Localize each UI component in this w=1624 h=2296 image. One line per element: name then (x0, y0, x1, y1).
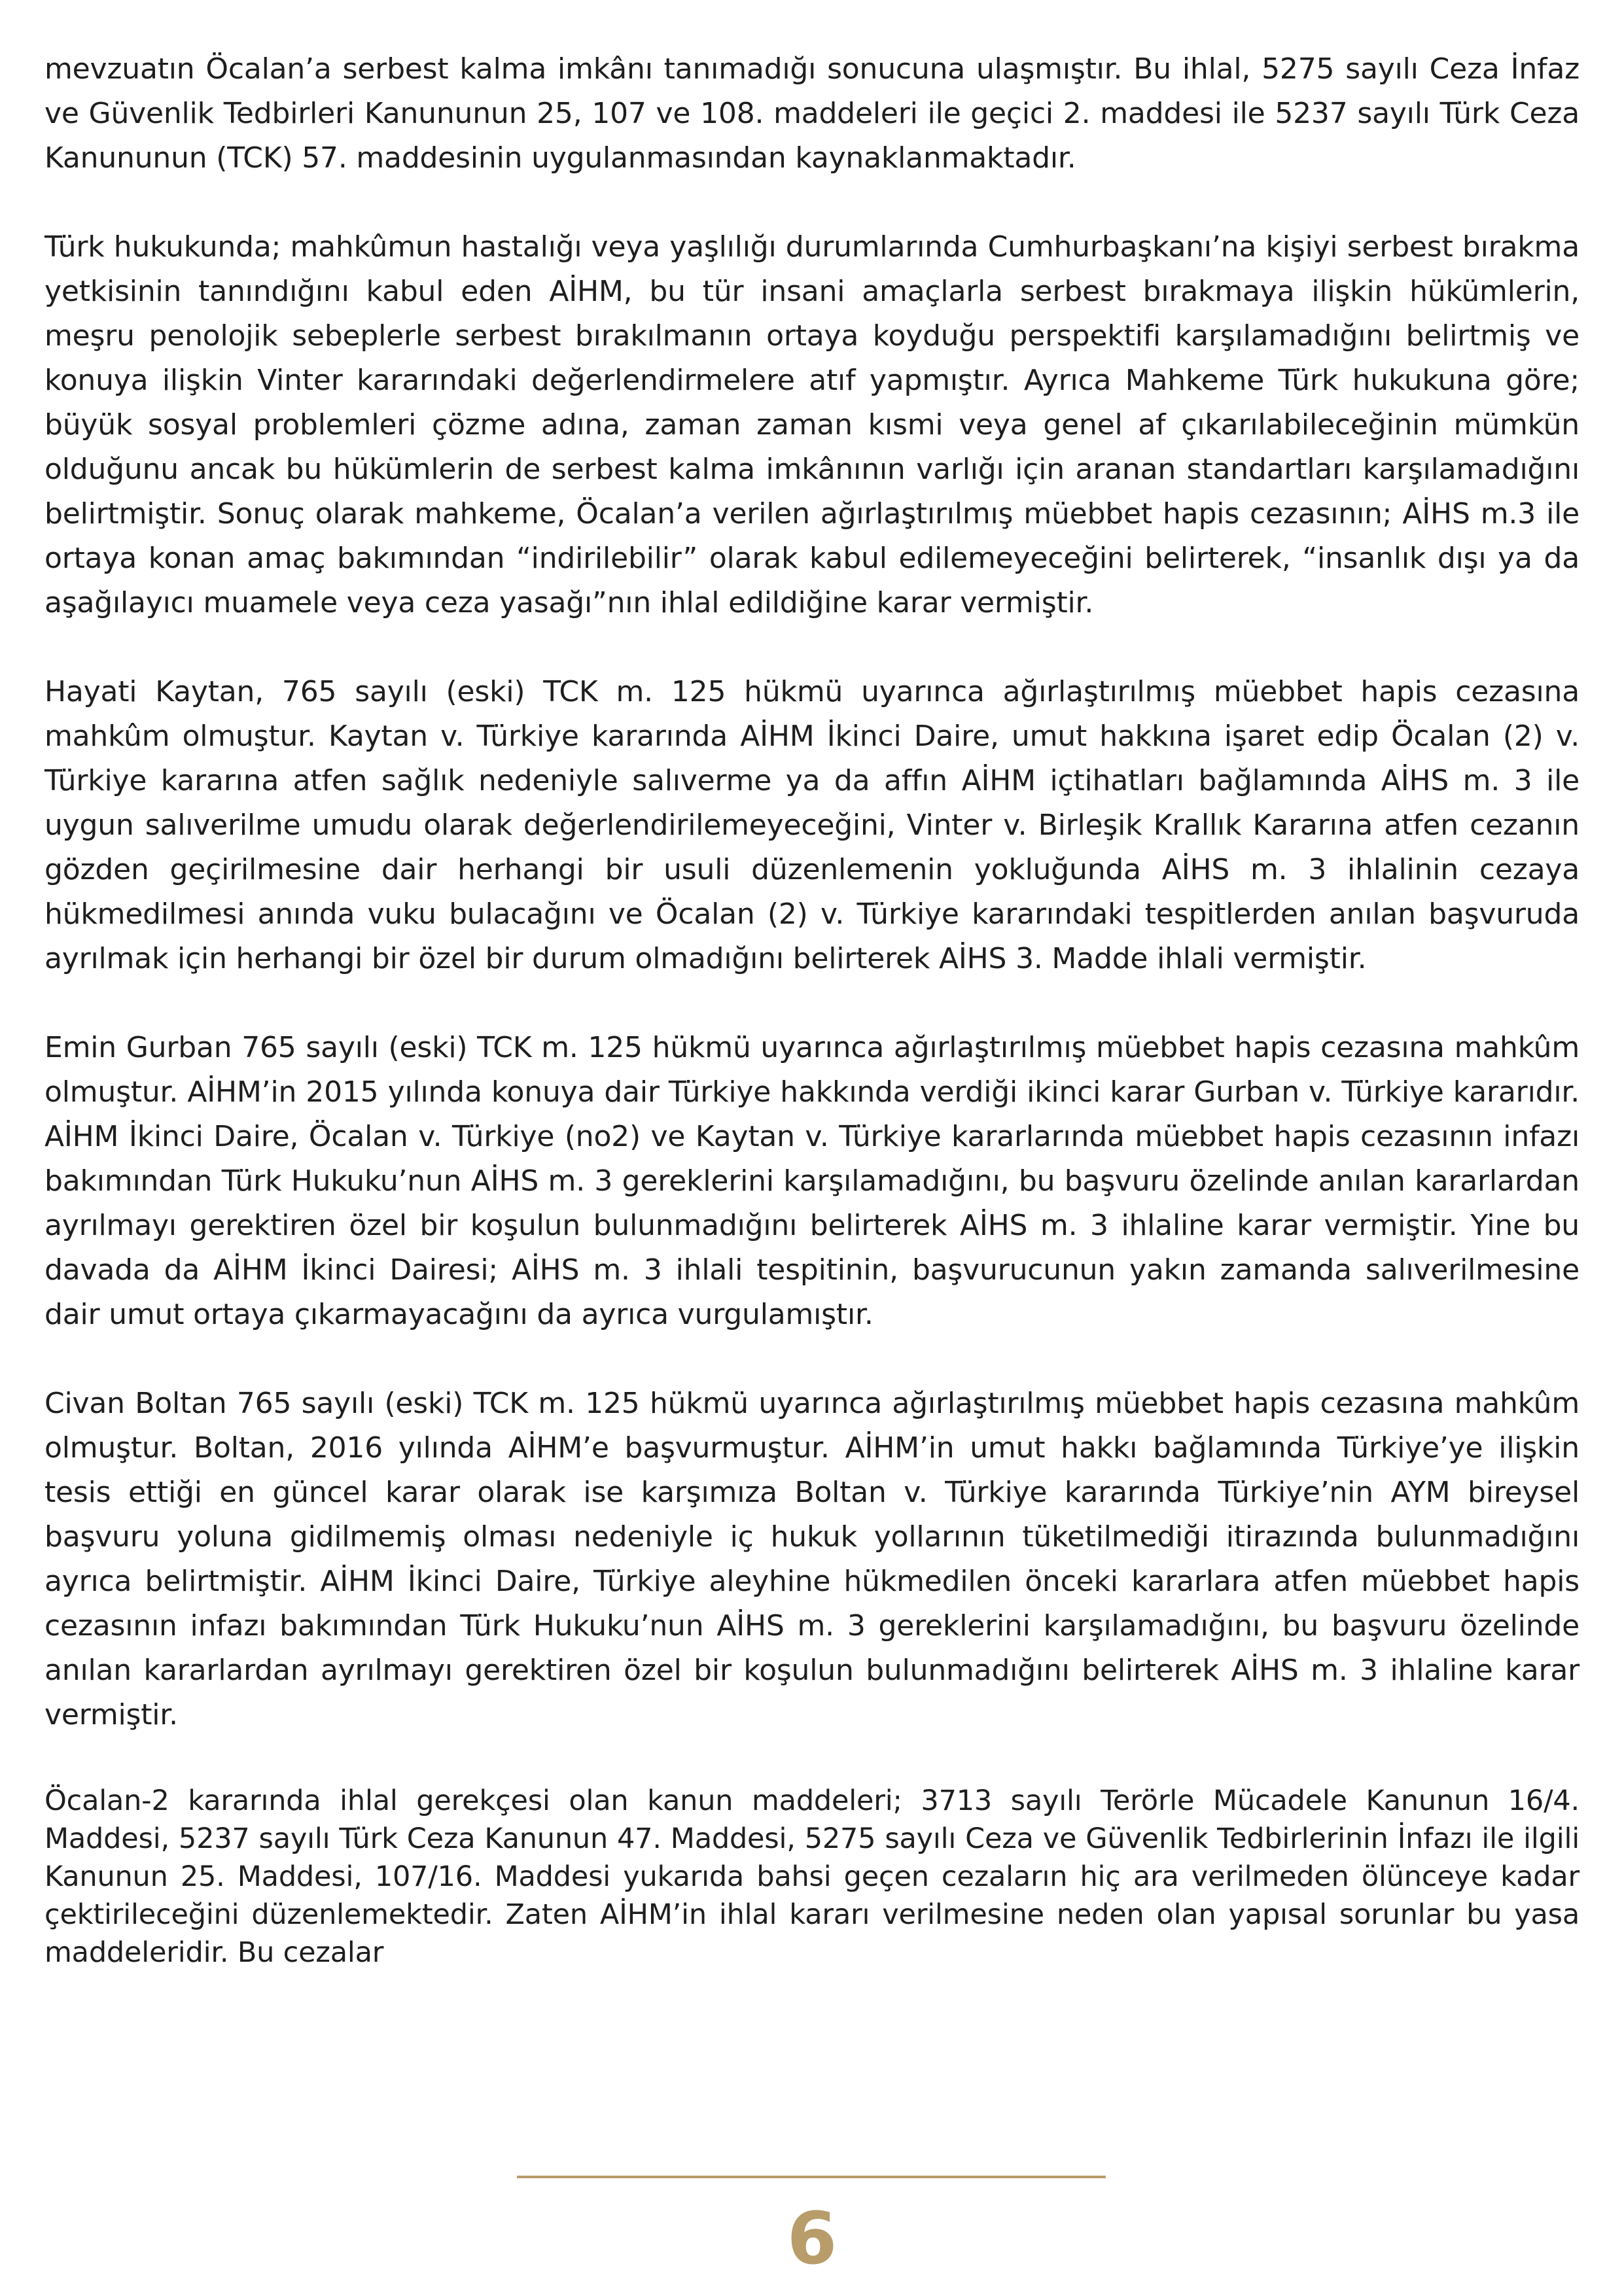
footer-divider (517, 2176, 1106, 2178)
body-text (44, 47, 1580, 1972)
page-number: 6 (786, 2197, 838, 2280)
paragraph-2: Türk hukukunda; mahkûmun hastalığı veya yaşlılığı durumlarında Cumhurbaşkanı’na kişiyi serbest bırakma yetkisinin tanındığını kabul eden AİHM, bu tür insani amaçlarla serbest bırakmaya ilişkin hükümlerin, meşru penolojik sebeplerle serbest bırakılmanın ortaya koyduğu perspektifi karşılamadığını belirtmiş ve konuya ilişkin Vinter kararındaki değerlendirmelere atıf yapmıştır. Ayrıca Mahkeme Türk hukukuna göre; büyük sosyal problemleri çözme adına, zaman zaman kısmi veya genel af çıkarılabileceğinin mümkün olduğunu ancak bu hükümlerin de serbest kalma imkânının varlığı için aranan standartları karşılamadığını belirtmiştir. Sonuç olarak mahkeme, Öcalan’a verilen ağırlaştırılmış müebbet hapis cezasının; AİHS m.3 ile ortaya konan amaç bakımından “indirilebilir” olarak kabul edilemeyeceğini belirterek, “insanlık dışı ya da aşağılayıcı muamele veya ceza yasağı”nın ihlal edildiğine karar vermiştir. (44, 230, 1580, 619)
paragraph-4: Emin Gurban 765 sayılı (eski) TCK m. 125 hükmü uyarınca ağırlaştırılmış müebbet hapis cezasına mahkûm olmuştur. AİHM’in 2015 yılında konuya dair Türkiye hakkında verdiği ikinci karar Gurban v. Türkiye kararıdır. AİHM İkinci Daire, Öcalan v. Türkiye (no2) ve Kaytan v. Türkiye kararlarında müebbet hapis cezasının infazı bakımından Türk Hukuku’nun AİHS m. 3 gereklerini karşılamadığını, bu başvuru özelinde anılan kararlardan ayrılmayı gerektiren özel bir koşulun bulunmadığını belirterek AİHS m. 3 ihlaline karar vermiştir. Yine bu davada da AİHM İkinci Dairesi; AİHS m. 3 ihlali tespitinin, başvurucunun yakın zamanda salıverilmesine dair umut ortaya çıkarmayacağını da ayrıca vurgulamıştır. (44, 1031, 1580, 1331)
paragraph-3: Hayati Kaytan, 765 sayılı (eski) TCK m. 125 hükmü uyarınca ağırlaştırılmış müebbet hapis cezasına mahkûm olmuştur. Kaytan v. Türkiye kararında AİHM İkinci Daire, umut hakkına işaret edip Öcalan (2) v. Türkiye kararına atfen sağlık nedeniyle salıverme ya da affın AİHM içtihatları bağlamında AİHS m. 3 ile uygun salıverilme umudu olarak değerlendirilemeyeceğini, Vinter v. Birleşik Krallık Kararına atfen cezanın gözden geçirilmesine dair herhangi bir usuli düzenlemenin yokluğunda AİHS m. 3 ihlalinin cezaya hükmedilmesi anında vuku bulacağını ve Öcalan (2) v. Türkiye kararındaki tespitlerden anılan başvuruda ayrılmak için herhangi bir özel bir durum olmadığını belirterek AİHS 3. Madde ihlali vermiştir. (44, 675, 1580, 975)
paragraph-5: Civan Boltan 765 sayılı (eski) TCK m. 125 hükmü uyarınca ağırlaştırılmış müebbet hapis cezasına mahkûm olmuştur. Boltan, 2016 yılında AİHM’e başvurmuştur. AİHM’in umut hakkı bağlamında Türkiye’ye ilişkin tesis ettiği en güncel karar olarak ise karşımıza Boltan v. Türkiye kararında Türkiye’nin AYM bireysel başvuru yoluna gidilmemiş olması nedeniyle iç hukuk yollarının tüketilmediği itirazında bulunmadığını ayrıca belirtmiştir. AİHM İkinci Daire, Türkiye aleyhine hükmedilen önceki kararlara atfen müebbet hapis cezasının infazı bakımından Türk Hukuku’nun AİHS m. 3 gereklerini karşılamadığını, bu başvuru özelinde anılan kararlardan ayrılmayı gerektiren özel bir koşulun bulunmadığını belirterek AİHS m. 3 ihlaline karar vermiştir. (44, 1387, 1580, 1731)
paragraph-6: Öcalan-2 kararında ihlal gerekçesi olan kanun maddeleri; 3713 sayılı Terörle Mücadele Kanunun 16/4. Maddesi, 5237 sayılı Türk Ceza Kanunun 47. Maddesi, 5275 sayılı Ceza ve Güvenlik Tedbirlerinin İnfazı ile ilgili Kanunun 25. Maddesi, 107/16. Maddesi yukarıda bahsi geçen cezaların hiç ara verilmeden ölünceye kadar çektirileceğini düzenlemektedir. Zaten AİHM’in ihlal kararı verilmesine neden olan yapısal sorunlar bu yasa maddeleridir. Bu cezalar (44, 1784, 1580, 1969)
paragraph-1: mevzuatın Öcalan’a serbest kalma imkânı tanımadığı sonucuna ulaşmıştır. Bu ihlal, 5275 sayılı Ceza İnfaz ve Güvenlik Tedbirleri Kanununun 25, 107 ve 108. maddeleri ile geçici 2. maddesi ile 5237 sayılı Türk Ceza Kanununun (TCK) 57. maddesinin uygulanmasından kaynaklanmaktadır. (44, 52, 1580, 175)
